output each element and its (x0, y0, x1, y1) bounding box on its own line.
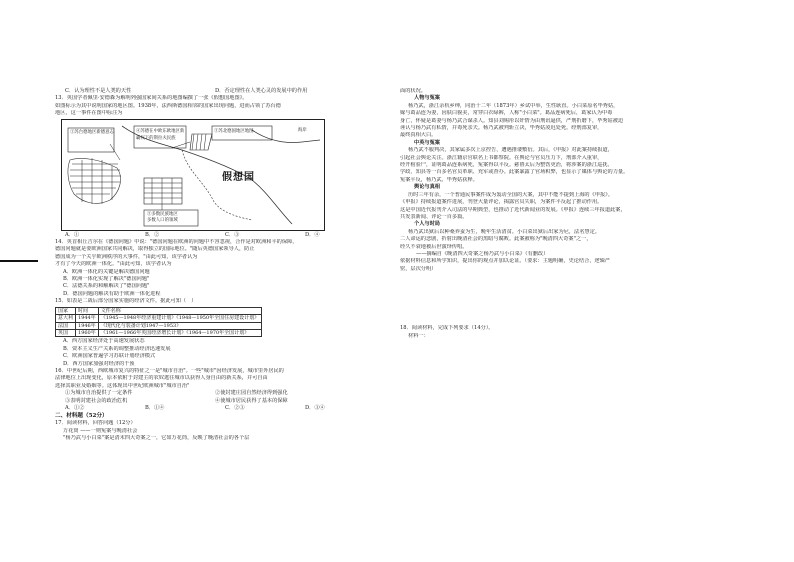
q15-option-a: A．西方国家经济处于高速发展状态 (63, 338, 145, 345)
table-cell: 《1945—1948年经济重建计划》《1948—1950年全国住房建设计划》 (98, 315, 261, 322)
q15-option-d: D．西方国家加强对经济的干预 (63, 360, 135, 367)
q17-task-line-2: 密，层次分明） (400, 265, 437, 272)
q16-stem-line-3: 选择其职业及婚姻等。这体现出中世纪欧洲城市"城市自治" (55, 382, 190, 389)
q14-stem-line-1: 14．英首相丘吉尔在《德国问题》中说："德国问题在欧洲的问题中不容忽视，合作是对欧洲和平的保障， (55, 239, 298, 246)
paragraph-line: 学政、知县等一百多名官员革职、充军或查办。此案暴露了官场积弊，也显示了媒体与舆论的力量。 (400, 169, 629, 176)
q14-stem-line-2: 德国问题就是要欧洲国家共同解决，取得独立的国际地位。"随后英德国家领导人，防止 (55, 246, 255, 253)
table-cell: 法国 (56, 322, 76, 329)
q15-header-document: 文件名称 (98, 307, 261, 314)
q16-statements-row-1 (55, 390, 397, 397)
q13-option-c: C．③ (225, 231, 240, 238)
q15-header-time: 时间 (76, 307, 99, 314)
q15-option-b: B．资本主义生产关系的调整推动经济迅速发展 (63, 345, 171, 352)
q17-text: "杨乃武与小白菜"案是清末四大奇案之一，它如万花筒，反映了晚清社会的各个层 (63, 435, 250, 442)
paragraph-line: 经开棺验尸，证明葛品连系病死，冤案得以平反。慈禧太后为整饬吏治，将涉案的浙江巡抚、 (400, 162, 613, 169)
paragraph-line: 经久不衰地被后世演绎传唱。 (400, 243, 468, 250)
table-cell: 《1961—1966年英国经济增长计划》《1964—1970年全国计划》 (98, 329, 261, 336)
section-people-title: 人物与冤案 (414, 95, 440, 102)
q15-stem: 15．如表是二战后部分国家实施的经济文件。据此可知（ ） (55, 298, 197, 305)
map-label-5: ⑤多数民族地区 (147, 211, 178, 217)
table-row (56, 315, 262, 322)
q14-stem-line-4: 才有了今天的欧洲一体化。"由此可知，该学者认为 (55, 261, 172, 268)
paragraph-line: 杨乃武出狱后以种桑养蚕为生，晚年生活清贫。小白菜出狱后出家为尼，法名慧定。 (408, 228, 600, 235)
q18-material-label: 材料一： (408, 332, 429, 339)
right-column (400, 88, 700, 340)
q16-statement-3: ③表明封建社会的政治危机 (65, 397, 128, 404)
paragraph-line: 嫁与葛品连为妻，因肤白貌美，常穿白衣绿裤，人称"小白菜"。葛品连病死后，葛家认为中毒 (400, 110, 613, 117)
table-cell: 《现代化与装备计划1947—1953》 (98, 322, 261, 329)
q16-option-c: C．②③ (225, 404, 245, 411)
map-drawing (62, 120, 324, 230)
q14-option-d: D．德国问题的解决有助于欧洲一体化进程 (63, 290, 161, 297)
q16-stem-line-1: 16．中世纪后期，西欧城市复兴的特征之一是"城市自治"。一些"城市"因经济发展，城市里外居民的 (55, 367, 284, 374)
q13-option-d: D．④ (305, 231, 320, 238)
q16-options (55, 405, 397, 412)
q16-statement-2: ②使封建庄园自然经济得到强化 (215, 390, 288, 397)
paragraph-line: 冤案平反，杨乃武、毕秀姑获释。 (400, 176, 478, 183)
q18-heading: 18．阅读材料，完成下列要求（14分）。 (400, 325, 494, 332)
q14-option-a: A．欧洲一体化的关键是解决德国问题 (63, 268, 150, 275)
q16-statement-1: ①为城市自治提供了一定条件 (65, 390, 133, 397)
q14-option-c: C．法德关系的和解解决了"德国问题" (63, 283, 150, 290)
q13-stem-line-2: 如图标示为其中说明国家的地区图。1938年，法西斯德国相邻的国家出现问题，进而占领了苏台德 (55, 102, 281, 109)
q13-option-a: A．① (65, 231, 80, 238)
section-media-title: 舆论与真相 (414, 184, 440, 191)
paragraph-line: 最终真相大白。 (400, 132, 437, 139)
map-label-6: 多数人口的领域 (147, 217, 178, 223)
paragraph-line: 历时三年有余，一个普通民事案件成为轰动全国的大案，其中不能不提到上海的《申报》。 (408, 191, 613, 198)
q16-statement-4: ④使城市居民获得了基本的保障 (215, 397, 288, 404)
table-cell: 意大利 (56, 315, 76, 322)
q14-stem-line-3: 德国成为一个关乎欧洲秩序的大事件，"由此可知，该学者认为 (55, 253, 198, 260)
map-title: 假想国 (222, 171, 255, 183)
q16-option-a: A．①② (65, 404, 85, 411)
left-column (55, 88, 397, 443)
q17-text-continued: 面的状况。 (400, 88, 426, 94)
q16-stem-line-2: 法律地位上出现变化，原本依附于封建主的农奴逃往城市以获得人身自由的新关系，并可自由 (55, 375, 268, 382)
table-cell: 1944年 (76, 315, 99, 322)
table-row (56, 322, 262, 329)
q15-header-country: 国家 (56, 307, 76, 314)
paragraph-line: 二人命运的悲剧，折射出晚清社会的黑暗与腐败。此案被称为"晚清四大奇案"之一， (400, 236, 592, 243)
q13-stem-line-1: 13．英国学者佩里·安德森为解明列强国家间关系的地图编撰了一张《假想国地图》。 (55, 95, 248, 102)
answer-space[interactable] (400, 273, 700, 325)
map-label-3: ④苏德在中欧东欧地区新 (136, 128, 185, 134)
paragraph-line: 杨乃武，浙江余杭乡绅，同治十二年（1873年）乡试中举，生性耿直。小白菜原名毕秀姑， (408, 102, 619, 109)
table-cell: 1960年 (76, 329, 99, 336)
q17-heading: 17．阅读材料，回答问题（12分） (55, 420, 136, 427)
section-court-title: 中英与冤案 (414, 139, 440, 146)
paragraph-line: 身亡，怀疑是葛妻与杨乃武合谋杀人。知县刘锡彤以奸情为由刑讯逼供，严刑折磨下，毕秀姑被迫 (400, 117, 624, 124)
table-cell: 1946年 (76, 322, 99, 329)
map-label-coast: 海岸 (298, 127, 307, 133)
section-2-heading: 二、材料题（52分） (55, 413, 108, 420)
q15-table (55, 307, 262, 338)
paragraph-line: 诬认与杨乃武有私情，并毒死亲夫。杨乃武被判斩立决，毕秀姑凌迟处死。经刑部复审， (400, 125, 603, 132)
q16-statements-row-2 (55, 398, 397, 405)
paragraph-line: 《申报》持续报道案件进展，刊登大量评论，揭露官员失职，为案件平反起了推动作用。 (400, 199, 603, 206)
paragraph-line: 引起社会舆论关注。浙江籍京官联名上书都察院。在舆论与官员压力下，刑部介入重审， (400, 154, 603, 161)
binding-margin-mark (0, 260, 38, 262)
q13-stem-line-3: 地区，这一事件在图中标注为 (55, 110, 123, 117)
q17-subtitle: 万花筒 ——一则冤案与晚清社会 (63, 427, 138, 434)
q12-option-d: D．否定理性在人类心灵的发展中的作用 (215, 88, 308, 94)
hypothetical-country-map (61, 119, 325, 231)
paragraph-line: 这是中国近代报刊介入司法的早期典型，也推动了近代新闻业的发展。《申报》连续三年报道此案， (400, 206, 626, 213)
q16-option-d: D．③④ (305, 404, 325, 411)
q12-option-c: C．认为理性不是人类的天性 (65, 88, 132, 94)
q17-task-line-1: 依据材料信息和所学知识，提出你的观点并加以论证。（要求：主题明确，史论结合，逻辑严 (400, 258, 611, 265)
q16-option-b: B．①④ (145, 404, 165, 411)
q15-table-header (56, 307, 262, 314)
q12-options (55, 88, 397, 95)
section-fate-title: 个人与时局 (414, 221, 440, 228)
table-cell: 英国 (56, 329, 76, 336)
map-label-2: ③苏北德国地区地图 (214, 128, 254, 134)
q13-options (55, 232, 397, 239)
q15-option-c: C．欧洲国家普遍学习苏联计划经济模式 (63, 353, 156, 360)
paragraph-line: 杨乃武不服判决，其家属多次上京控告，遭遇推诿敷衍。其后，《申报》对此案持续报道， (408, 147, 613, 154)
material-source: ——摘编自《晚清四大奇案之杨乃武与小白菜》（有删改） (416, 250, 549, 257)
map-label-4: 霸权下的斯拉夫民族 (136, 135, 176, 141)
q14-option-b: B．欧洲一体化实现了解决"德国问题" (63, 276, 150, 283)
paragraph-line: 共发表新闻、评论一百多篇。 (400, 213, 468, 220)
map-label-1: ①苏台德地区新德意志 (70, 129, 114, 135)
q13-option-b: B．② (145, 231, 160, 238)
table-row (56, 329, 262, 336)
